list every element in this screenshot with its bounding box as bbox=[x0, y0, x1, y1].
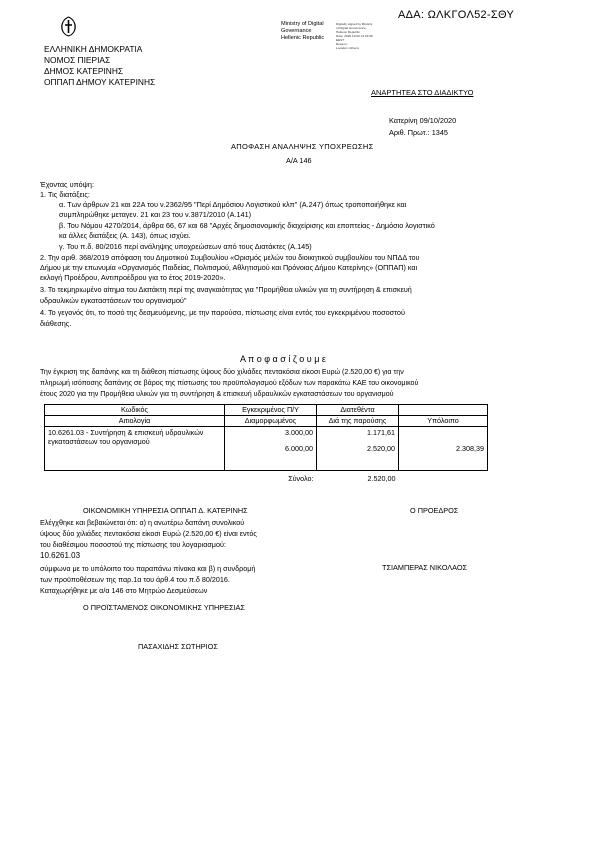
header-code: Κωδικός bbox=[45, 405, 225, 416]
cell-budget bbox=[225, 427, 317, 471]
check-line: του διαθέσιμου ποσοστού της πίστωσης του λογαριασμού: bbox=[40, 540, 226, 549]
decision-line: πληρωμή ισόποσης δαπάνης σε βάρος της πίστωσης του προϋπολογισμού εξόδων των παρακάτω ΚΑΕ του οικονομικού bbox=[40, 379, 419, 387]
header-allocated: Διατεθέντα bbox=[317, 405, 399, 416]
header-present: Διά της παρούσης bbox=[317, 416, 399, 427]
considering-heading: Έχοντας υπόψη: bbox=[40, 180, 94, 189]
service-title: ΟΙΚΟΝΟΜΙΚΗ ΥΠΗΡΕΣΙΑ ΟΠΠΑΠ Δ. ΚΑΤΕΡΙΝΗΣ bbox=[83, 506, 248, 515]
cell-code bbox=[45, 427, 225, 471]
document-title: ΑΠΟΦΑΣΗ ΑΝΑΛΗΨΗΣ ΥΠΟΧΡΕΩΣΗΣ bbox=[231, 142, 374, 151]
present-value: 2.520,00 bbox=[367, 444, 395, 453]
code-line: 10.6261.03 - Συντήρηση & επισκευή υδραυλικών bbox=[48, 428, 204, 437]
sum-label: Σύνολο: bbox=[288, 474, 314, 483]
decision-number: Α/Α 146 bbox=[286, 156, 312, 165]
president-name: ΤΣΙΑΜΠΕΡΑΣ ΝΙΚΟΛΑΟΣ bbox=[382, 563, 468, 572]
item-line: 3. Το τεκμηριωμένο αίτημα του Διατάκτη περί της αναγκαιότητας για "Προμήθεια υλικών για τη συντήρηση & επισκευή bbox=[40, 285, 412, 294]
signature-line: EEST bbox=[336, 38, 345, 42]
item-line: β. Του Νόμου 4270/2014, άρθρα 66, 67 και 68 "Αρχές δημοσιονομικής διαχείρισης και εποπτείας - Δημόσιο λογιστικό bbox=[59, 221, 435, 230]
header-approved: Εγκεκριμένος Π/Υ bbox=[225, 405, 317, 416]
cell-allocated bbox=[317, 427, 399, 471]
item-line: γ. Του π.δ. 80/2016 περί ανάληψης υποχρεώσεων από τους Διατάκτες (Α.145) bbox=[59, 242, 312, 251]
item-line: εκλογή Προέδρου, Αντιπροέδρου για το έτος 2019-2020». bbox=[40, 273, 226, 282]
table-header-row bbox=[45, 405, 488, 416]
header-formed: Διαμορφωμένος bbox=[225, 416, 317, 427]
table-row bbox=[45, 427, 488, 471]
ministry-line: Governance bbox=[281, 28, 312, 34]
check-line: ύψους δύο χιλιάδες πεντακόσια είκοσι Ευρώ (2.520,00 €) είναι εντός bbox=[40, 529, 257, 538]
protocol-number: Αριθ. Πρωτ.: 1345 bbox=[389, 128, 448, 137]
comply-line: των προϋποθέσεων της παρ.1α του άρθ.4 του π.δ 80/2016. bbox=[40, 575, 230, 584]
decision-line: Την έγκριση της δαπάνης και τη διάθεση πίστωσης ύψους δύο χιλιάδες πεντακόσια είκοσι Ευρώ (2.520,00 €) για την bbox=[40, 368, 404, 376]
formed-value: 6.000,00 bbox=[285, 444, 313, 453]
header-blank bbox=[399, 405, 488, 416]
check-line: Ελέγχθηκε και βεβαιώνεται ότι: α) η ανωτέρω δαπάνη συνολικού bbox=[40, 518, 245, 527]
comply-line: σύμφωνα με το υπόλοιπο του παραπάνω πίνακα και β) η συνδρομή bbox=[40, 564, 256, 573]
budget-table bbox=[44, 404, 488, 484]
table-sum-row bbox=[45, 471, 488, 485]
head-title: Ο ΠΡΟΪΣΤΑΜΕΝΟΣ ΟΙΚΟΝΟΜΙΚΗΣ ΥΠΗΡΕΣΙΑΣ bbox=[83, 603, 245, 612]
gov-line: ΕΛΛΗΝΙΚΗ ΔΗΜΟΚΡΑΤΙΑ bbox=[44, 44, 143, 54]
document-date: Κατερίνη 09/10/2020 bbox=[389, 116, 457, 125]
signature-line: of Digital Governance, bbox=[336, 26, 367, 30]
greek-emblem-icon bbox=[60, 16, 77, 37]
cell-remaining bbox=[399, 427, 488, 471]
item-line: συμπληρώθηκε μεταγεν. 21 και 23 του ν.3871/2010 (Α.141) bbox=[59, 210, 252, 219]
head-name: ΠΑΣΑΧΙΔΗΣ ΣΩΤΗΡΙΟΣ bbox=[138, 642, 218, 651]
sum-value: 2.520,00 bbox=[367, 474, 396, 483]
header-remaining: Υπόλοιπο bbox=[399, 416, 488, 427]
ministry-line: Hellenic Republic bbox=[281, 35, 325, 41]
post-label: ΑΝΑΡΤΗΤΕΑ ΣΤΟ ΔΙΑΔΙΚΤΥΟ bbox=[371, 88, 474, 97]
header-reason: Αιτιολογία bbox=[45, 416, 225, 427]
item-line: κα άλλες διατάξεις (Α. 143), όπως ισχύει. bbox=[59, 231, 191, 240]
item-line: 1. Τις διατάξεις: bbox=[40, 190, 90, 199]
item-line: α. Των άρθρων 21 και 22Α του ν.2362/95 "Περί Δημόσιου Λογιστικού κλπ" (Α.247) όπως τροποποιήθηκε και bbox=[59, 200, 407, 209]
approved-value: 3.000,00 bbox=[285, 428, 313, 437]
item-line: 2. Την αριθ. 368/2019 απόφαση του Δημοτικού Συμβουλίου «Ορισμός μελών του διοικητικού συμβουλίου του ΝΠΔΔ του bbox=[40, 253, 420, 262]
item-line: διάθεσης. bbox=[40, 319, 72, 328]
signature-line: Reason: bbox=[336, 42, 348, 46]
gov-line: ΝΟΜΟΣ ΠΙΕΡΙΑΣ bbox=[44, 55, 111, 65]
signature-line: Location: Athens bbox=[336, 46, 359, 50]
item-line: υδραυλικών εγκαταστάσεων του οργανισμού" bbox=[40, 296, 187, 305]
account-code: 10.6261.03 bbox=[40, 551, 81, 560]
remaining-value: 2.308,39 bbox=[456, 444, 484, 453]
item-line: Δήμου με την επωνυμία «Οργανισμός Παιδείας, Πολιτισμού, Αθλητισμού και Πρόνοιας Δήμου Κατερίνης» (ΟΠΠΑΠ) και bbox=[40, 263, 418, 272]
item-line: 4. Το γεγονός ότι, το ποσό της δεσμευόμενης, με την παρούσα, πίστωσης είναι εντός του εγκεκριμένου ποσοστού bbox=[40, 308, 405, 317]
table-header-row bbox=[45, 416, 488, 427]
gov-line: ΟΠΠΑΠ ΔΗΜΟΥ ΚΑΤΕΡΙΝΗΣ bbox=[44, 77, 156, 87]
president-title: Ο ΠΡΟΕΔΡΟΣ bbox=[410, 506, 459, 515]
ada-code: ΑΔΑ: ΩΛΚΓΟΛ52-ΣΘΥ bbox=[398, 9, 515, 21]
sum-spacer bbox=[399, 471, 488, 485]
signature-line: Hellenic Republic bbox=[336, 30, 360, 34]
allocated-value: 1.171,61 bbox=[367, 428, 395, 437]
code-line: εγκαταστάσεων του οργανισμού bbox=[48, 437, 150, 446]
sum-spacer bbox=[45, 471, 225, 485]
signature-line: Digitally signed by Ministry bbox=[336, 22, 373, 26]
gov-line: ΔΗΜΟΣ ΚΑΤΕΡΙΝΗΣ bbox=[44, 66, 124, 76]
decision-line: έτους 2020 για την Προμήθεια υλικών για τη συντήρηση & επισκευή υδραυλικών εγκαταστάσεων του οργανισμού bbox=[40, 390, 394, 398]
signature-line: Date: 2020.10.09 13:23:56 bbox=[336, 34, 373, 38]
decide-heading: Α π ο φ α σ ί ζ ο υ μ ε bbox=[240, 354, 326, 364]
comply-line: Καταχωρήθηκε με α/α 146 στο Μητρώο Δεσμεύσεων bbox=[40, 586, 208, 595]
ministry-line: Ministry of Digital bbox=[281, 21, 324, 27]
